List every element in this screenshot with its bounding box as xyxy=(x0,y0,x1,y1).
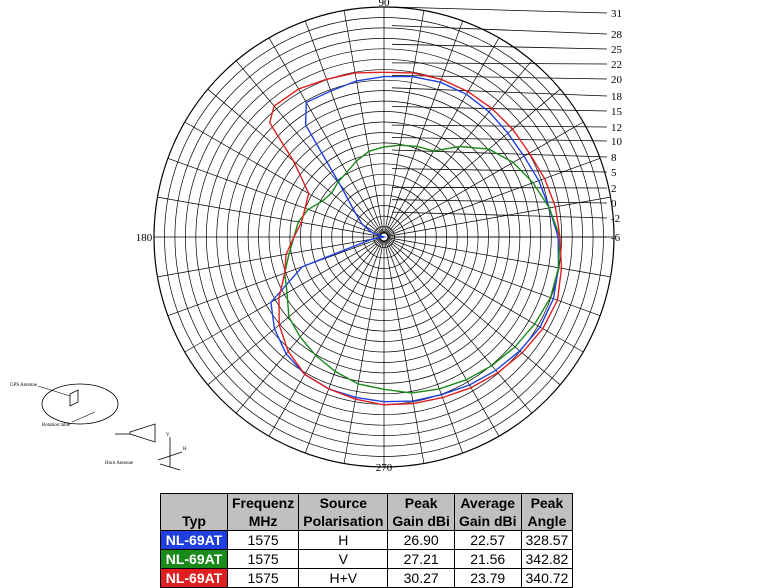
table-header-row xyxy=(161,494,573,531)
peak-cell: 27.21 xyxy=(388,550,455,569)
table-row xyxy=(161,531,573,550)
axis-h-label: H xyxy=(183,447,187,452)
scale-leader-line xyxy=(392,26,607,34)
header-peak-angle: Peak Angle xyxy=(521,494,573,531)
pol-cell: H xyxy=(299,531,388,550)
header-polarisation: Source Polarisation xyxy=(299,494,388,531)
scale-tick-label: 22 xyxy=(611,59,622,71)
scale-leader-line xyxy=(392,187,607,188)
avg-cell: 23.79 xyxy=(454,569,521,588)
pol-cell: H+V xyxy=(299,569,388,588)
scale-leader-line xyxy=(392,212,607,218)
scale-leader-line xyxy=(392,44,607,49)
scale-tick-label: 31 xyxy=(611,8,622,20)
scale-tick-label: 25 xyxy=(611,44,622,56)
angle-label: 90 xyxy=(378,0,390,9)
scale-tick-label: 18 xyxy=(611,91,622,103)
scale-tick-label: 12 xyxy=(611,122,622,134)
horn-label: Horn Antenne xyxy=(105,461,134,466)
gps-label: GPS Antenne xyxy=(10,383,38,388)
freq-cell: 1575 xyxy=(228,569,299,588)
gps-antenna-icon xyxy=(70,390,78,406)
peak-cell: 30.27 xyxy=(388,569,455,588)
peak-cell: 26.90 xyxy=(388,531,455,550)
header-average-gain: Average Gain dBi xyxy=(454,494,521,531)
rotation-table-ellipse xyxy=(42,384,118,424)
typ-cell: NL-69AT xyxy=(161,531,228,550)
scale-tick-label: 28 xyxy=(611,29,622,41)
table-row xyxy=(161,569,573,588)
table-row xyxy=(161,550,573,569)
scale-leader-line xyxy=(392,200,607,203)
scale-tick-label: -2 xyxy=(611,213,621,225)
scale-tick-label: 8 xyxy=(611,152,617,164)
gps-leader-line xyxy=(38,386,70,396)
header-typ: Typ xyxy=(161,494,228,531)
scale-tick-label: 15 xyxy=(611,106,622,118)
measurement-setup-diagram xyxy=(0,352,200,477)
angle-cell: 340.72 xyxy=(521,569,573,588)
angle-cell: 342.82 xyxy=(521,550,573,569)
pol-cell: V xyxy=(299,550,388,569)
scale-tick-label: 0 xyxy=(611,198,617,210)
horn-antenna-icon xyxy=(130,424,155,442)
scale-tick-label: 20 xyxy=(611,74,622,86)
rotation-leader-line xyxy=(72,412,95,422)
rotation-label: Rotation table xyxy=(42,423,71,428)
header-frequency: Frequenz MHz xyxy=(228,494,299,531)
axis-v-label: V xyxy=(166,433,170,438)
avg-cell: 21.56 xyxy=(454,550,521,569)
freq-cell: 1575 xyxy=(228,531,299,550)
angle-cell: 328.57 xyxy=(521,531,573,550)
header-peak-gain: Peak Gain dBi xyxy=(388,494,455,531)
angle-label: 180 xyxy=(135,232,153,244)
results-table xyxy=(160,493,573,588)
scale-tick-label: 2 xyxy=(611,183,617,195)
scale-leader-line xyxy=(392,169,607,172)
scale-tick-label: 10 xyxy=(611,136,622,148)
angle-label: 270 xyxy=(375,462,393,474)
scale-tick-label: 5 xyxy=(611,167,617,179)
typ-cell: NL-69AT xyxy=(161,569,228,588)
avg-cell: 22.57 xyxy=(454,531,521,550)
scale-leader-line xyxy=(392,88,607,96)
typ-cell: NL-69AT xyxy=(161,550,228,569)
freq-cell: 1575 xyxy=(228,550,299,569)
scale-tick-label: -6 xyxy=(611,232,621,244)
